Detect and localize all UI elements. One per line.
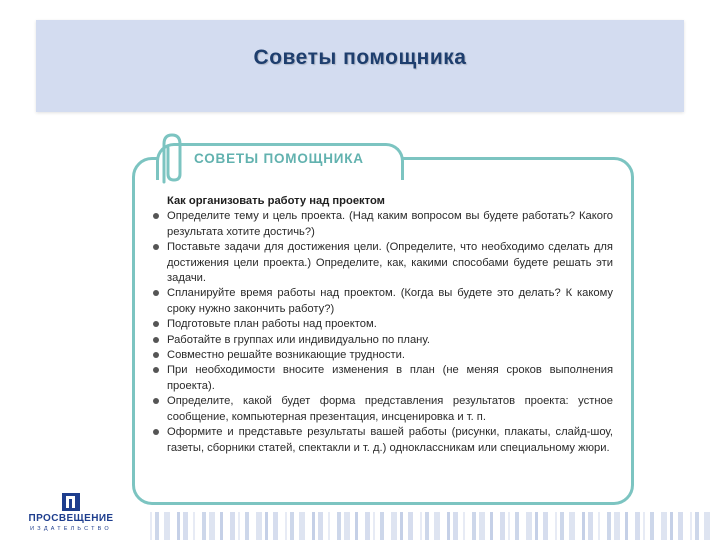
publisher-subtext: ИЗДАТЕЛЬСТВО [30, 526, 112, 532]
publisher-name: ПРОСВЕЩЕНИЕ [28, 513, 114, 524]
tip-item: Поставьте задачи для достижения цели. (Определите, что необходимо сделать для достижения цели проекта.) Определите, как, какими способами будете решать эти задачи. [149, 240, 613, 286]
tip-item: При необходимости вносите изменения в план (не меняя сроков выполнения проекта). [149, 363, 613, 394]
publisher-logo [6, 488, 136, 536]
tip-item: Оформите и представьте результаты вашей работы (рисунки, плакаты, слайд-шоу, газеты, сборники статей, спектакли и т. д.) одноклассникам или специальному жюри. [149, 425, 613, 456]
tip-item: Совместно решайте возникающие трудности. [149, 348, 613, 363]
tips-content [149, 194, 613, 456]
tip-item: Подготовьте план работы над проектом. [149, 317, 613, 332]
slide-title: Советы помощника [253, 46, 467, 69]
paperclip-icon [152, 130, 192, 190]
tips-heading: Как организовать работу над проектом [167, 195, 385, 207]
publisher-logo-icon [60, 491, 82, 513]
tip-item: Определите, какой будет форма представления результатов проекта: устное сообщение, компьютерная презентация, инсценировка и т. п. [149, 394, 613, 425]
tip-item: Работайте в группах или индивидуально по плану. [149, 333, 613, 348]
footer-stripes [150, 508, 720, 540]
tip-item: Спланируйте время работы над проектом. (Когда вы будете это делать? К какому сроку нужно закончить работу?) [149, 286, 613, 317]
tips-card-label: СОВЕТЫ ПОМОЩНИКА [194, 151, 364, 166]
tip-item: Определите тему и цель проекта. (Над каким вопросом вы будете работать? Какого результата хотите достичь?) [149, 209, 613, 240]
